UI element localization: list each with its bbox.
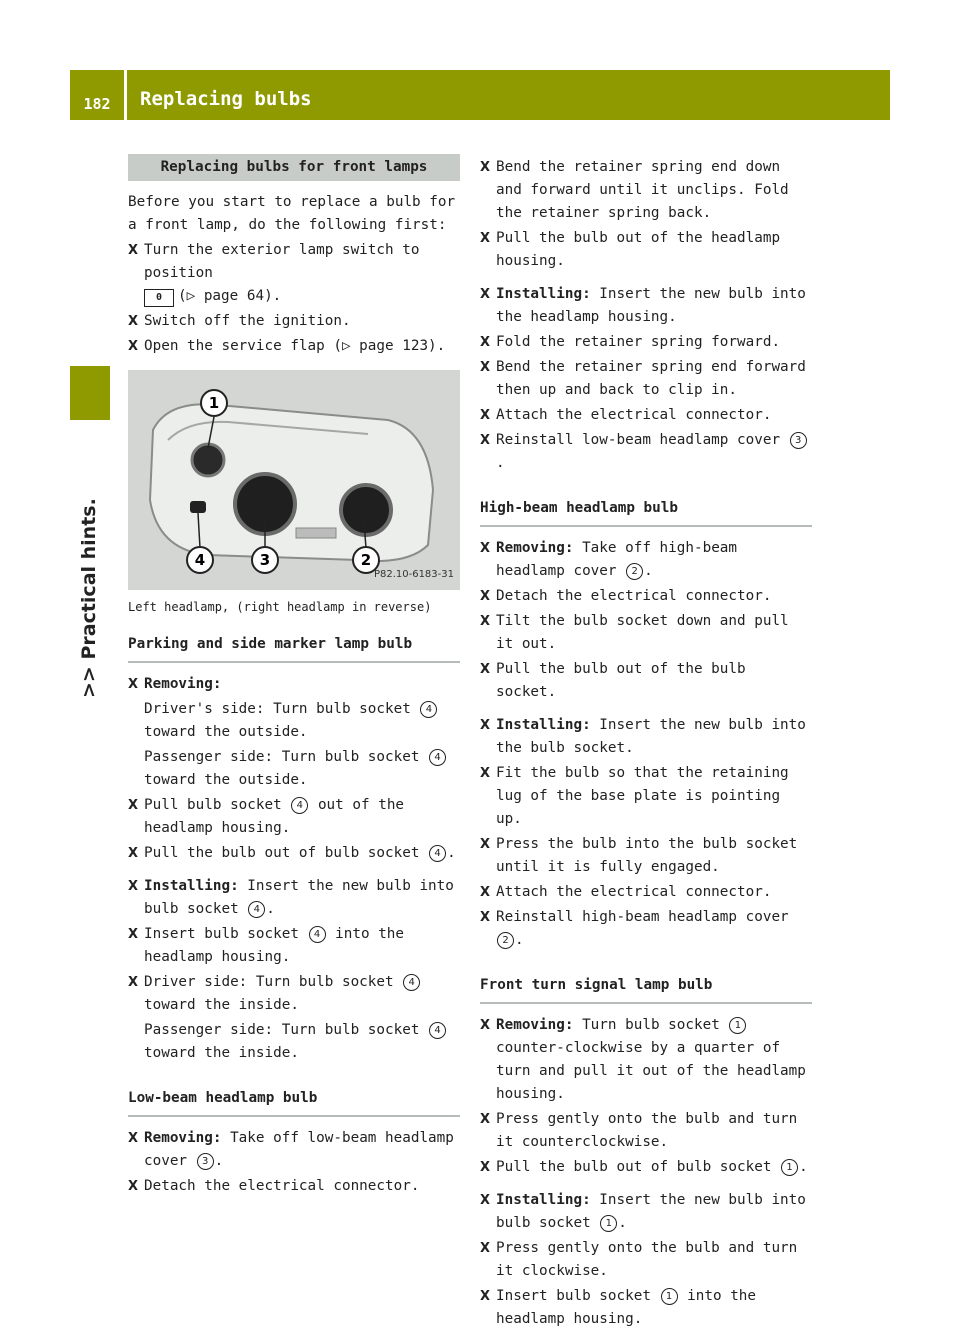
callout-ref-4: 4 xyxy=(420,701,437,718)
callout-ref-1: 1 xyxy=(781,1159,798,1176)
callout-3: 3 xyxy=(259,551,271,569)
callout-ref-4: 4 xyxy=(403,974,420,991)
page-title: Replacing bulbs xyxy=(140,88,312,110)
step-marker: X xyxy=(128,846,139,861)
step-marker: X xyxy=(480,335,491,350)
step-detail: Driver's side: Turn bulb socket 4 toward the outside. xyxy=(128,698,460,744)
step: X Driver side: Turn bulb socket 4 toward the inside. xyxy=(128,971,460,1017)
section-title-highbeam: High-beam headlamp bulb xyxy=(480,497,812,527)
step-marker: X xyxy=(128,1131,139,1146)
step: X Press gently onto the bulb and turn it clockwise. xyxy=(480,1237,812,1283)
step-marker: X xyxy=(480,1289,491,1304)
step: X Attach the electrical connector. xyxy=(480,881,812,904)
step-marker: X xyxy=(480,589,491,604)
step-marker: X xyxy=(128,339,139,354)
step-marker: X xyxy=(480,718,491,733)
section-title-lowbeam: Low-beam headlamp bulb xyxy=(128,1087,460,1117)
step-marker: X xyxy=(480,287,491,302)
left-column xyxy=(128,154,460,1198)
step-marker: X xyxy=(480,433,491,448)
step: X Installing: Insert the new bulb into bulb socket 4 . xyxy=(128,875,460,921)
callout-ref-4: 4 xyxy=(248,901,265,918)
callout-ref-1: 1 xyxy=(729,1017,746,1034)
step-marker: X xyxy=(480,1112,491,1127)
step-marker: X xyxy=(480,231,491,246)
step: X Removing: Take off high-beam headlamp cover 2 . xyxy=(480,537,812,583)
callout-2: 2 xyxy=(360,551,372,569)
step-marker: X xyxy=(128,677,139,692)
step: X Detach the electrical connector. xyxy=(128,1175,460,1198)
step: X Bend the retainer spring end down and forward until it unclips. Fold the retainer spring back. xyxy=(480,156,812,225)
step-marker: X xyxy=(128,1179,139,1194)
step-marker: X xyxy=(128,879,139,894)
step: X Press the bulb into the bulb socket until it is fully engaged. xyxy=(480,833,812,879)
step-marker: X xyxy=(480,910,491,925)
figure-caption: Left headlamp, (right headlamp in reverse) xyxy=(128,600,432,614)
step-marker: X xyxy=(128,798,139,813)
callout-ref-4: 4 xyxy=(291,797,308,814)
step: X Attach the electrical connector. xyxy=(480,404,812,427)
callout-4: 4 xyxy=(194,551,206,569)
step: X Removing: Take off low-beam headlamp cover 3 . xyxy=(128,1127,460,1173)
callout-ref-4: 4 xyxy=(429,845,446,862)
step: X Fold the retainer spring forward. xyxy=(480,331,812,354)
step: X Pull the bulb out of bulb socket 1 . xyxy=(480,1156,812,1179)
step-marker: X xyxy=(480,160,491,175)
step: X Installing: Insert the new bulb into the bulb socket. xyxy=(480,714,812,760)
step-marker: X xyxy=(128,927,139,942)
side-tab-label: >> Practical hints. xyxy=(78,498,100,698)
headlamp-figure xyxy=(128,370,460,590)
switch-position-icon: 0 xyxy=(144,289,174,307)
callout-ref-1: 1 xyxy=(600,1215,617,1232)
section-title-parking: Parking and side marker lamp bulb xyxy=(128,633,460,663)
step-marker: X xyxy=(480,766,491,781)
callout-1: 1 xyxy=(208,394,220,412)
step-marker: X xyxy=(128,975,139,990)
step-marker: X xyxy=(480,614,491,629)
step-marker: X xyxy=(128,243,139,258)
step: X Insert bulb socket 1 into the headlamp housing. xyxy=(480,1285,812,1331)
step: X Pull bulb socket 4 out of the headlamp housing. xyxy=(128,794,460,840)
section-title-front-lamps: Replacing bulbs for front lamps xyxy=(128,154,460,181)
step-marker: X xyxy=(480,408,491,423)
callout-ref-4: 4 xyxy=(429,1022,446,1039)
step: X Pull the bulb out of bulb socket 4 . xyxy=(128,842,460,865)
headlamp-illustration xyxy=(128,370,460,590)
step-marker: X xyxy=(480,1241,491,1256)
step-detail: Passenger side: Turn bulb socket 4 toward the inside. xyxy=(128,1019,460,1065)
step: X Switch off the ignition. xyxy=(128,310,460,333)
step: X Turn the exterior lamp switch to position 0 (▷ page 64). xyxy=(128,239,460,308)
step: X Fit the bulb so that the retaining lug of the base plate is pointing up. xyxy=(480,762,812,831)
step-marker: X xyxy=(480,837,491,852)
step-marker: X xyxy=(480,1018,491,1033)
step-marker: X xyxy=(480,1193,491,1208)
callout-ref-2: 2 xyxy=(497,932,514,949)
intro-text: Before you start to replace a bulb for a front lamp, do the following first: xyxy=(128,194,456,233)
step: X Pull the bulb out of the bulb socket. xyxy=(480,658,812,704)
step-marker: X xyxy=(480,360,491,375)
step-marker: X xyxy=(480,1160,491,1175)
step: X Insert bulb socket 4 into the headlamp housing. xyxy=(128,923,460,969)
step: X Reinstall low-beam headlamp cover 3. xyxy=(480,429,812,475)
step: X Bend the retainer spring end forward then up and back to clip in. xyxy=(480,356,812,402)
callout-ref-3: 3 xyxy=(790,432,807,449)
step: X Pull the bulb out of the headlamp housing. xyxy=(480,227,812,273)
side-tab-block xyxy=(70,366,110,420)
callout-ref-4: 4 xyxy=(429,749,446,766)
section-title-turn-signal: Front turn signal lamp bulb xyxy=(480,974,812,1004)
step-marker: X xyxy=(480,885,491,900)
step: X Detach the electrical connector. xyxy=(480,585,812,608)
step-marker: X xyxy=(128,314,139,329)
step: X Press gently onto the bulb and turn it counterclockwise. xyxy=(480,1108,812,1154)
right-column xyxy=(480,154,812,1331)
callout-ref-4: 4 xyxy=(309,926,326,943)
step-marker: X xyxy=(480,662,491,677)
page-number: 182 xyxy=(83,95,111,113)
header-divider xyxy=(124,70,127,120)
step-marker: X xyxy=(480,541,491,556)
step: X Open the service flap (▷ page 123). xyxy=(128,335,460,358)
step: X Installing: Insert the new bulb into the headlamp housing. xyxy=(480,283,812,329)
step: X Tilt the bulb socket down and pull it out. xyxy=(480,610,812,656)
step: X Installing: Insert the new bulb into bulb socket 1 . xyxy=(480,1189,812,1235)
callout-ref-3: 3 xyxy=(197,1153,214,1170)
step: X Reinstall high-beam headlamp cover 2 . xyxy=(480,906,812,952)
step: X Removing: Turn bulb socket 1 counter-clockwise by a quarter of turn and pull it out of the headlamp housing. xyxy=(480,1014,812,1106)
step-detail: Passenger side: Turn bulb socket 4 toward the outside. xyxy=(128,746,460,792)
step: X Removing: xyxy=(128,673,460,696)
figure-code: P82.10-6183-31 xyxy=(373,569,454,580)
callout-ref-2: 2 xyxy=(626,563,643,580)
callout-ref-1: 1 xyxy=(661,1288,678,1305)
